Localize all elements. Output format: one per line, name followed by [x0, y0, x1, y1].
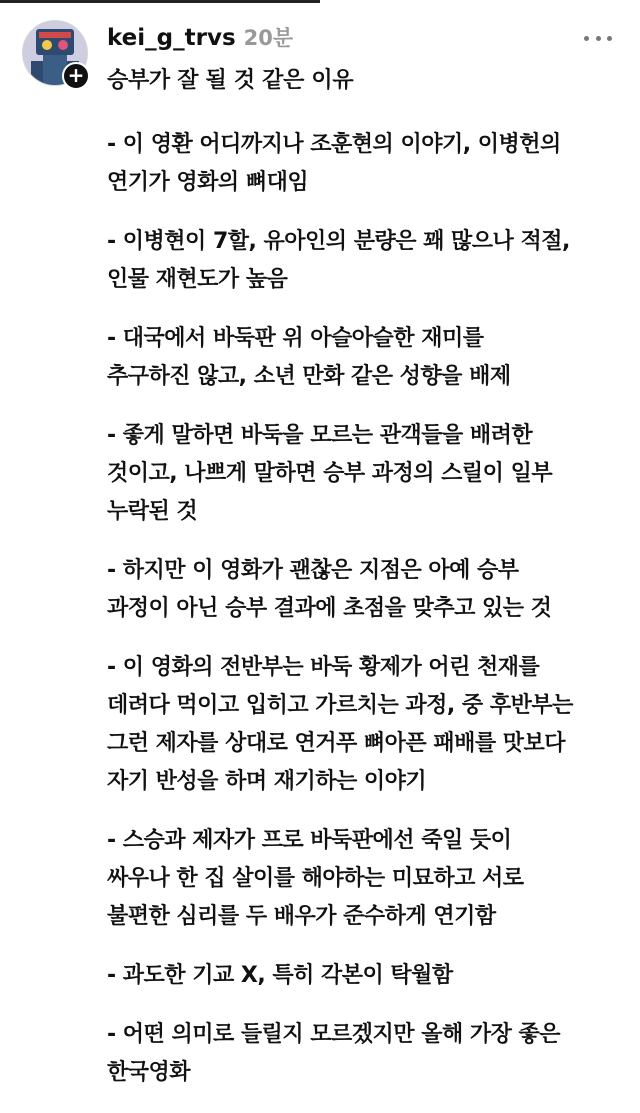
more-horizontal-icon[interactable]: [584, 34, 612, 42]
paragraph-line: 한국영화: [107, 1060, 191, 1085]
paragraph-line: - 하지만 이 영화가 괜찮은 지점은 아예 승부: [107, 558, 519, 583]
post-paragraph: [107, 417, 627, 531]
post-paragraph: [107, 1016, 627, 1092]
paragraph-line: 자기 반성을 하며 재기하는 이야기: [107, 769, 427, 794]
paragraph-line: 데려다 먹이고 입히고 가르치는 과정, 중 후반부는: [107, 693, 573, 718]
paragraph-line: - 좋게 말하면 바둑을 모르는 관객들을 배려한: [107, 423, 533, 448]
paragraph-line: 연기가 영화의 뼈대임: [107, 170, 309, 195]
paragraph-line: - 스승과 제자가 프로 바둑판에선 죽일 듯이: [107, 828, 512, 853]
paragraph-line: 누락된 것: [107, 499, 198, 524]
timestamp: 20분: [243, 26, 294, 50]
post-header: [107, 22, 293, 56]
paragraph-line: 과정이 아닌 승부 결과에 초점을 맞추고 있는 것: [107, 596, 552, 621]
paragraph-line: - 어떤 의미로 들릴지 모르겠지만 올해 가장 좋은: [107, 1022, 561, 1047]
post-paragraph: [107, 957, 627, 995]
paragraph-line: - 과도한 기교 X, 특히 각본이 탁월함: [107, 963, 453, 988]
paragraph-line: - 이병현이 7할, 유아인의 분량은 꽤 많으나 적절,: [107, 229, 570, 254]
paragraph-line: 싸우나 한 집 살이를 해야하는 미묘하고 서로: [107, 866, 524, 891]
paragraph-line: - 이 영화의 전반부는 바둑 황제가 어린 천재를: [107, 655, 540, 680]
paragraph-line: - 이 영환 어디까지나 조훈현의 이야기, 이병헌의: [107, 132, 561, 157]
username[interactable]: kei_g_trvs: [107, 25, 236, 51]
post-paragraph: [107, 126, 627, 202]
post-paragraph: [107, 320, 627, 396]
paragraph-list: [107, 126, 627, 1092]
plus-icon[interactable]: +: [62, 62, 90, 90]
post-paragraph: [107, 552, 627, 628]
post-title: 승부가 잘 될 것 같은 이유: [107, 68, 354, 93]
post-paragraph: [107, 223, 627, 299]
paragraph-line: 추구하진 않고, 소년 만화 같은 성향을 배제: [107, 364, 511, 389]
top-divider: [0, 0, 320, 3]
post-paragraph: [107, 649, 627, 801]
post-paragraph: [107, 822, 627, 936]
paragraph-line: 그런 제자를 상대로 연거푸 뼈아픈 패배를 맛보다: [107, 731, 565, 756]
paragraph-line: - 대국에서 바둑판 위 아슬아슬한 재미를: [107, 326, 484, 351]
post-body: [107, 64, 627, 1113]
paragraph-line: 인물 재현도가 높음: [107, 267, 288, 292]
paragraph-line: 불편한 심리를 두 배우가 준수하게 연기함: [107, 904, 496, 929]
avatar-container[interactable]: [22, 20, 88, 86]
paragraph-line: 것이고, 나쁘게 말하면 승부 과정의 스릴이 일부: [107, 461, 553, 486]
